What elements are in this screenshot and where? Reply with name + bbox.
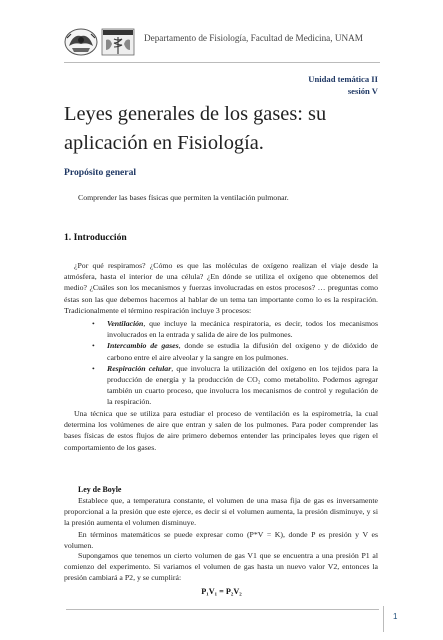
- purpose-heading: Propósito general: [64, 167, 137, 178]
- bullet-icon: •: [92, 319, 95, 328]
- title-line-1: Leyes generales de los gases: su: [64, 103, 327, 125]
- bullet-icon: •: [92, 363, 95, 373]
- purpose-text: Comprender las bases físicas que permiten la ventilación pulmonar.: [78, 193, 289, 202]
- faculty-medicine-logo: [101, 28, 135, 56]
- intro-heading: 1. Introducción: [64, 232, 127, 243]
- page-number-box: [383, 606, 414, 632]
- document-title: [64, 100, 384, 158]
- list-item: [64, 340, 378, 362]
- title-line-2: aplicación en Fisiología.: [64, 132, 264, 154]
- list-item-text: , donde se estudia la difusión del oxígeno y de dióxido de carbono entre el aire alveolar y la sangre en los pulmones.: [107, 341, 378, 362]
- unit-label: [308, 73, 378, 97]
- unam-seal-logo: [64, 28, 98, 56]
- bullet-icon: •: [92, 341, 95, 351]
- intro-paragraph-2: Una técnica que se utiliza para estudiar el proceso de ventilación es la espirometría, la cual determina los volúmenes de aire que entran y salen de los pulmones. Para poder comprender las bases físicas de estos flujos de aire primero debemos entender las principales leyes que rigen el comportamiento de los gases.: [64, 409, 378, 452]
- list-item: [64, 318, 378, 340]
- header-divider: [64, 62, 380, 63]
- boyle-formula: P₁V₁ = P₂V₂: [201, 587, 242, 596]
- list-item-text: , que incluye la mecánica respiratoria, es decir, todos los mecanismos involucrados en la entrada y salida de aire de los pulmones.: [107, 319, 378, 340]
- boyle-heading: Ley de Boyle: [78, 485, 122, 494]
- list-item: [64, 363, 378, 408]
- boyle-paragraph-3: Supongamos que tenemos un cierto volumen de gas V1 que se encuentra a una presión P1 al comienzo del experimento. Si variamos el volumen de gas hasta un nuevo valor V2, entonces la presión cambiará a P2, y se cumplirá:: [64, 551, 378, 583]
- boyle-paragraph-1: Establece que, a temperatura constante, el volumen de una masa fija de gas es inversamente proporcional a la presión que este ejerce, es decir si el volumen aumenta, la presión disminuye, y si la presión aumenta el volumen disminuye.: [64, 496, 378, 528]
- intro-paragraph-1: ¿Por qué respiramos? ¿Cómo es que las moléculas de oxígeno realizan el viaje desde la atmósfera, hasta el interior de una célula? ¿En dónde se utiliza el oxígeno que obtenemos del medio? ¿Cuáles son los mecanismos y fuerzas involucradas en estos procesos? … preguntas como éstas son las que debemos hacernos al hablar de un tema tan importante como lo es la respiración. Tradicionalmente el término respiración incluye 3 procesos:: [64, 261, 378, 315]
- list-item-term: Ventilación: [107, 319, 144, 328]
- department-header: Departamento de Fisiología, Facultad de Medicina, UNAM: [144, 33, 363, 43]
- header-logos: [64, 28, 136, 56]
- session-label: sesión V: [347, 86, 378, 96]
- footer-divider: [66, 609, 379, 610]
- unit-title: Unidad temática II: [308, 74, 378, 84]
- list-item-term: Respiración celular: [107, 363, 172, 373]
- list-item-term: Intercambio de gases: [107, 341, 179, 351]
- boyle-paragraph-2: En términos matemáticos se puede expresar como (P*V = K), donde P es presión y V es volumen.: [64, 530, 378, 551]
- page-number: 1: [393, 612, 398, 621]
- list-item-text: , que involucra la utilización del oxígeno en los tejidos para la producción de energía y la producción de CO₂ como metabolito. Podemos agregar también un cuarto proceso, que involucra los mecanismos de control y regulación de la respiración.: [107, 363, 378, 407]
- respiration-process-list: [64, 318, 378, 408]
